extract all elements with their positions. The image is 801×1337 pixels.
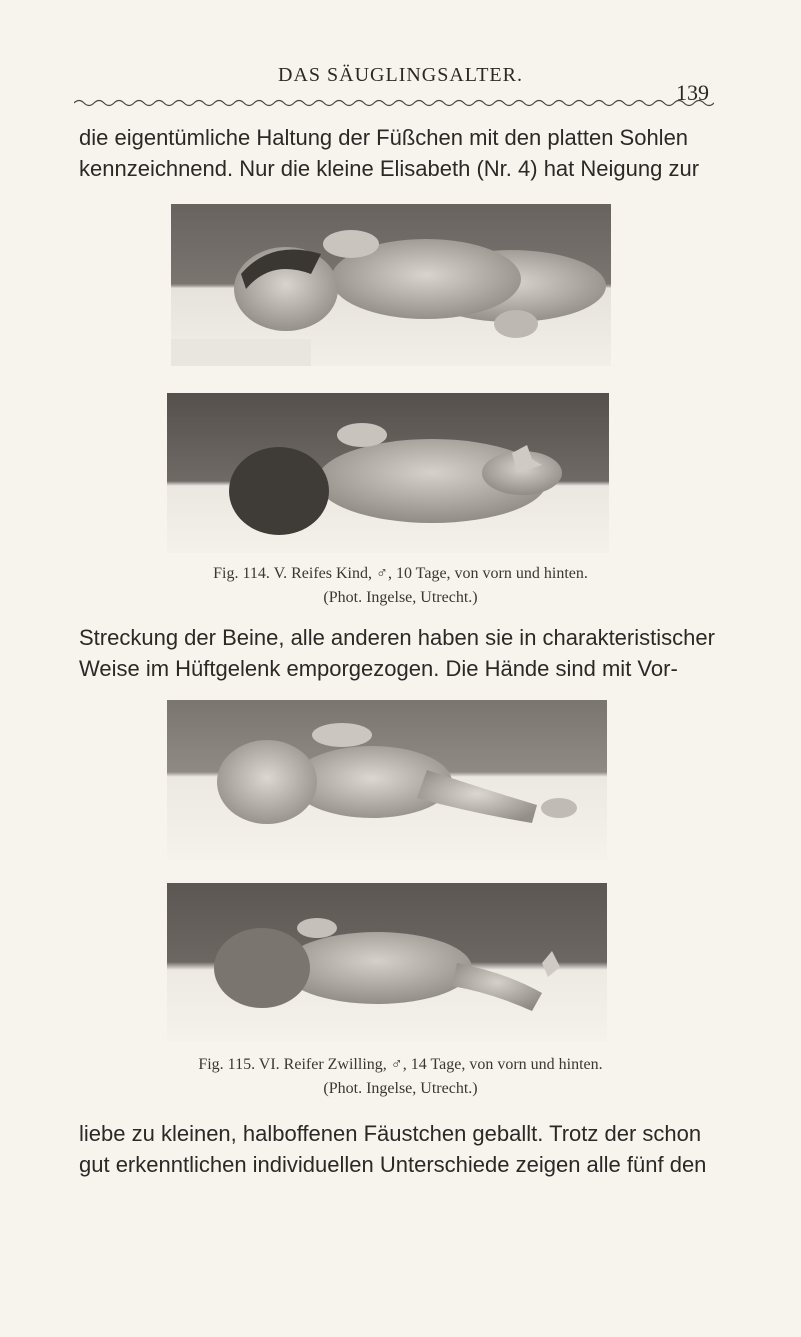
photo-twin-front-fig115 — [167, 700, 607, 860]
figure-caption-credit: (Phot. Ingelse, Utrecht.) — [323, 589, 478, 606]
body-text-line: liebe zu kleinen, halboffenen Fäustchen geballt. Trotz der schon — [79, 1121, 702, 1146]
page-number: 139 — [676, 80, 709, 105]
body-text-line: Weise im Hüftgelenk emporgezogen. Die Hände sind mit Vor- — [79, 656, 678, 681]
photo-infant-front-fig114 — [171, 204, 611, 366]
figure-caption-credit: (Phot. Ingelse, Utrecht.) — [323, 1080, 478, 1097]
body-text-line: die eigentümliche Haltung der Füßchen mit den platten Sohlen — [79, 125, 689, 150]
figure-caption: Fig. 114. V. Reifes Kind, ♂, 10 Tage, von vorn und hinten. — [213, 565, 588, 582]
photo-twin-back-fig115 — [167, 883, 607, 1041]
running-header: DAS SÄUGLINGSALTER. — [278, 64, 523, 86]
body-text-line: kennzeichnend. Nur die kleine Elisabeth (Nr. 4) hat Neigung zur — [79, 156, 700, 181]
figure-caption: Fig. 115. VI. Reifer Zwilling, ♂, 14 Tage, von vorn und hinten. — [198, 1056, 603, 1073]
header-ornament-rule — [74, 97, 714, 107]
body-text-line: gut erkenntlichen individuellen Unterschiede zeigen alle fünf den — [79, 1152, 707, 1177]
photo-infant-back-fig114 — [167, 393, 609, 553]
body-text-line: Streckung der Beine, alle anderen haben sie in charakteristischer — [79, 625, 715, 650]
